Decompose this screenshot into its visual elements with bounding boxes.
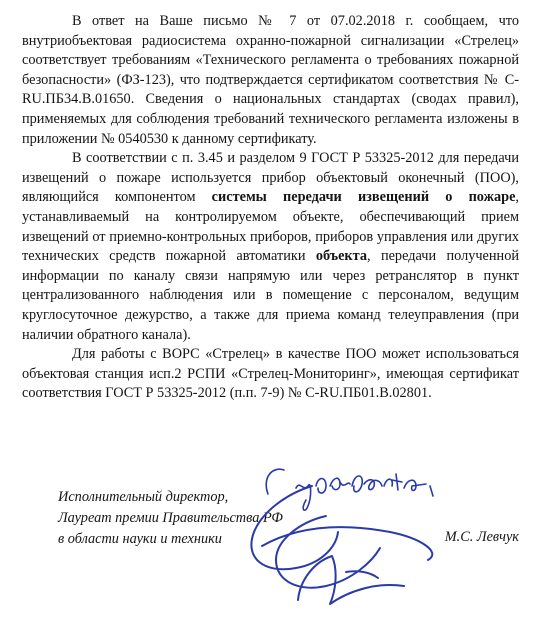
- paragraph-text: Для работы с ВОРС «Стрелец» в качестве ПОО может использоваться объектовая станция исп.2 РСПИ «Стрелец-Мониторинг», имеющая сертификат соответствия ГОСТ Р 53325-2012 (п.п. 7-9) № C-RU.ПБ01.В.02801.: [22, 346, 519, 402]
- paragraph-text: В ответ на Ваше письмо № 7 от 07.02.2018 г. сообщаем, что внутриобъектовая радиосистема охранно-пожарной сигнализации «Стрелец» соответствует требованиям «Технического регламента о требованиях пожарной безопасности» (ФЗ-123), что подтверждается сертификатом соответствия № C-RU.ПБ34.В.01650. Сведения о национальных стандартах (сводах правил), применяемых для соблюдения требований технического регламента изложены в приложении № 0540530 к данному сертификату.: [22, 13, 519, 147]
- paragraph-text: , передачи полученной информации по каналу связи напрямую или через ретранслятор в пункт централизованного наблюдения или в помещение с персоналом, ведущим круглосуточное дежурство, а также для приема команд телеуправления (при наличии обратного канала).: [22, 248, 519, 343]
- signatory-titles: [58, 487, 283, 550]
- signatory-name: М.С. Левчук: [444, 529, 519, 545]
- paragraph-2: [22, 149, 519, 345]
- emphasized-text: объекта: [315, 248, 368, 265]
- signatory-award-field: в области науки и техники: [58, 531, 222, 547]
- letter-body: [22, 12, 519, 404]
- signatory-position: Исполнительный директор,: [58, 489, 229, 505]
- paragraph-3: [22, 345, 519, 404]
- paragraph-text: , устанавливаемый на контролируемом объекте, обеспечивающий прием извещений от приемно-контрольных приборов, приборов управления или других технических средств пожарной автоматики: [22, 189, 519, 265]
- paragraph-text: В соответствии с п. 3.45 и разделом 9 ГОСТ Р 53325-2012 для передачи извещений о пожаре используется прибор объектовый оконечный (ПОО), являющийся компонентом: [22, 150, 519, 206]
- signatory-award: Лауреат премии Правительства РФ: [58, 510, 283, 526]
- paragraph-1: [22, 12, 519, 149]
- handwritten-greeting: [266, 469, 433, 510]
- emphasized-text: системы передачи извещений о пожаре: [211, 189, 516, 206]
